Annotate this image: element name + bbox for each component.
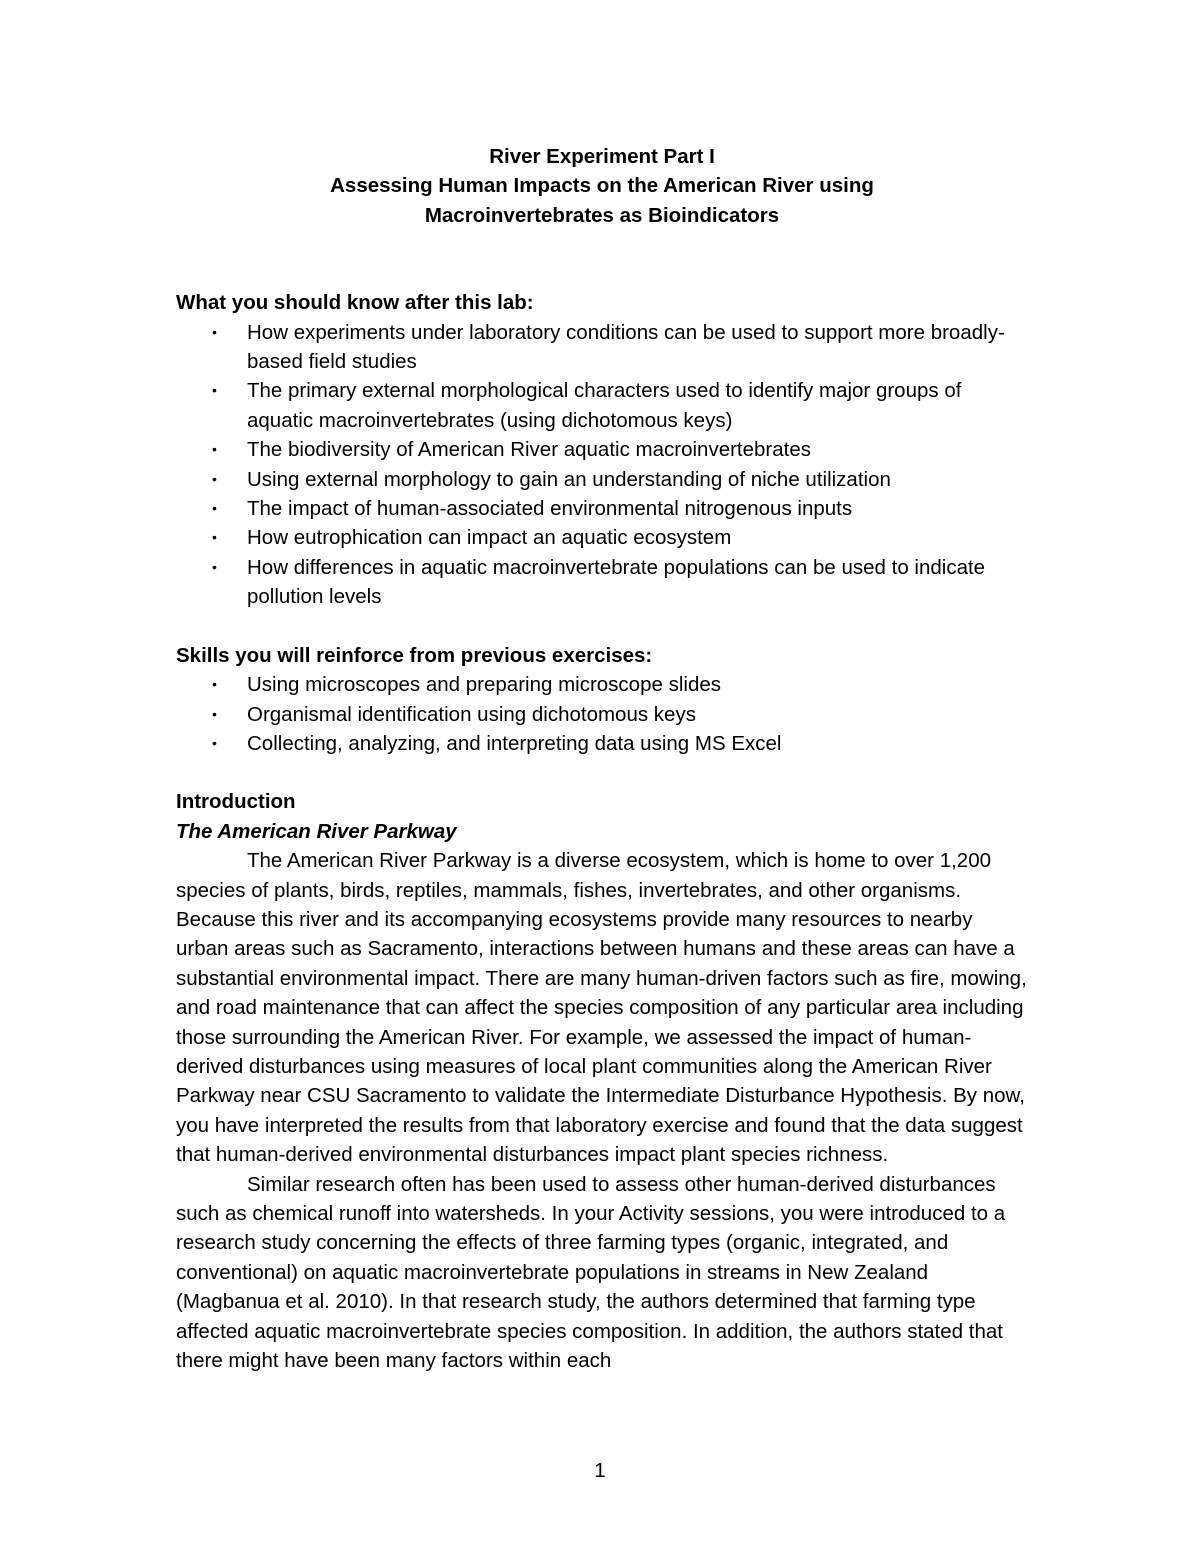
list-item: [176, 700, 1028, 729]
skills-list: [176, 670, 1028, 758]
list-item-text: Collecting, analyzing, and interpreting data using MS Excel: [247, 731, 782, 755]
bullet-icon: •: [212, 676, 217, 693]
bullet-icon: •: [212, 382, 217, 399]
list-item: [176, 670, 1028, 699]
list-item-text: How differences in aquatic macroinvertebrate populations can be used to indicate pollution levels: [247, 555, 986, 609]
list-item: [176, 523, 1028, 552]
know-heading: What you should know after this lab:: [176, 291, 534, 315]
list-item: [176, 729, 1028, 758]
list-item-text: The primary external morphological characters used to identify major groups of aquatic macroinvertebrates (using dichotomous keys): [247, 379, 962, 432]
page-number: 1: [594, 1459, 606, 1482]
list-item: [176, 494, 1028, 523]
list-item-text: How experiments under laboratory conditions can be used to support more broadly-based field studies: [247, 320, 1005, 374]
title-line-2: Assessing Human Impacts on the American River using: [330, 174, 874, 198]
list-item: [176, 376, 1028, 435]
document-title: [176, 142, 1028, 230]
list-item: [176, 318, 1028, 377]
introduction-subheading: The American River Parkway: [176, 819, 457, 843]
introduction-paragraph-1: The American River Parkway is a diverse ecosystem, which is home to over 1,200 species of plants, birds, reptiles, mammals, fishes, invertebrates, and other organisms. Because this river and its accompanying ecosystems provide many resources to nearby urban areas such as Sacramento, interactions between humans and these areas can have a substantial environmental impact. There are many human-driven factors such as fire, mowing, and road maintenance that can affect the species composition of any particular area including those surrounding the American River. For example, we assessed the impact of human-derived disturbances using measures of local plant communities along the American River Parkway near CSU Sacramento to validate the Intermediate Disturbance Hypothesis. By now, you have interpreted the results from that laboratory exercise and found that the data suggest that human-derived environmental disturbances impact plant species richness.: [176, 849, 1027, 1167]
bullet-icon: •: [212, 441, 217, 458]
list-item-text: Using external morphology to gain an understanding of niche utilization: [247, 467, 891, 491]
bullet-icon: •: [212, 323, 217, 340]
bullet-icon: •: [212, 734, 217, 751]
list-item: [176, 465, 1028, 494]
list-item-text: The impact of human-associated environmental nitrogenous inputs: [247, 497, 853, 521]
introduction-heading: Introduction: [176, 790, 296, 814]
section-spacer: [176, 758, 1028, 787]
list-item-text: How eutrophication can impact an aquatic ecosystem: [247, 526, 732, 550]
list-item-text: Using microscopes and preparing microscope slides: [247, 673, 721, 697]
introduction-paragraph-2: Similar research often has been used to assess other human-derived disturbances such as chemical runoff into watersheds. In your Activity sessions, you were introduced to a research study concerning the effects of three farming types (organic, integrated, and conventional) on aquatic macroinvertebrate populations in streams in New Zealand (Magbanua et al. 2010). In that research study, the authors determined that farming type affected aquatic macroinvertebrate species composition. In addition, the authors stated that there might have been many factors within each: [176, 1172, 1006, 1373]
bullet-icon: •: [212, 705, 217, 722]
list-item: [176, 435, 1028, 464]
title-spacer: [176, 230, 1028, 288]
title-line-3: Macroinvertebrates as Bioindicators: [424, 203, 780, 227]
list-item-text: Organismal identification using dichotomous keys: [247, 702, 696, 726]
bullet-icon: •: [212, 558, 217, 575]
page-content: [176, 142, 1028, 1375]
bullet-icon: •: [212, 470, 217, 487]
bullet-icon: •: [212, 529, 217, 546]
title-line-1: River Experiment Part I: [489, 145, 715, 168]
know-list: [176, 318, 1028, 612]
list-item-text: The biodiversity of American River aquatic macroinvertebrates: [247, 438, 811, 462]
skills-heading: Skills you will reinforce from previous exercises:: [176, 643, 653, 667]
section-spacer: [176, 612, 1028, 641]
bullet-icon: •: [212, 500, 217, 517]
list-item: [176, 553, 1028, 612]
